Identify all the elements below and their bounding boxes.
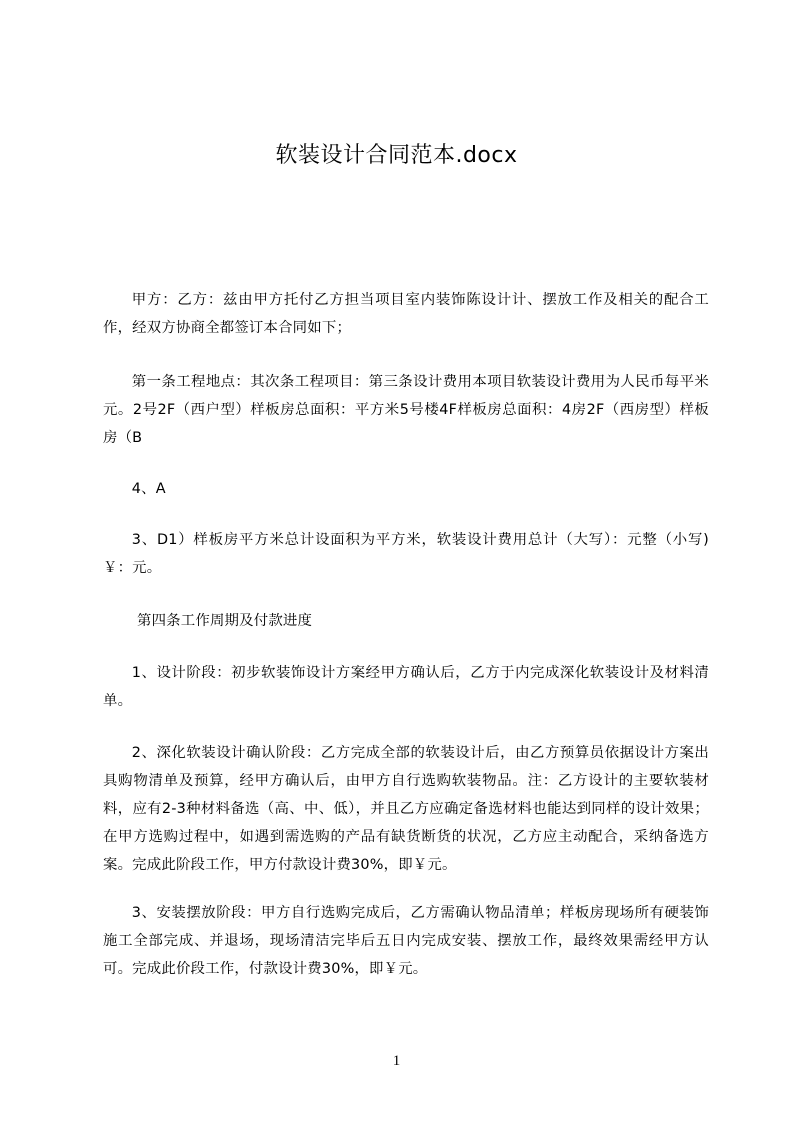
paragraph-text: 3、D1）样板房平方米总计设面积为平方米，软装设计费用总计（大写）：元整（小写)￥：元。 bbox=[103, 532, 709, 576]
paragraph-text: 甲方：乙方：兹由甲方托付乙方担当项目室内装饰陈设计计、摆放工作及相关的配合工作，经双方协商全都签订本合同如下； bbox=[103, 292, 709, 336]
section-heading-article-4 bbox=[137, 607, 697, 635]
paragraph-text: 第一条工程地点：其次条工程项目：第三条设计费用本项目软装设计费用为人民币每平米元。2号2F（西户型）样板房总面积：平方米5号楼4F样板房总面积：4房2F（西房型）样板房（B bbox=[103, 374, 709, 446]
paragraph-text: 2、深化软装设计确认阶段：乙方完成全部的软装设计后，由乙方预算员依据设计方案出具购物清单及预算，经甲方确认后，由甲方自行选购软装物品。注：乙方设计的主要软装材料，应有2-3种材料备选（高、中、低），并且乙方应确定备选材料也能达到同样的设计效果；在甲方选购过程中，如遇到需选购的产品有缺货断货的状况，乙方应主动配合，采纳备选方案。完成此阶段工作，甲方付款设计费30%，即￥元。 bbox=[103, 745, 709, 873]
paragraph-item-3-d1 bbox=[103, 526, 709, 582]
paragraph-deepening-stage bbox=[103, 739, 709, 879]
paragraph-parties bbox=[103, 286, 709, 342]
heading-text: 第四条工作周期及付款进度 bbox=[137, 613, 313, 629]
paragraph-text: 3、安装摆放阶段：甲方自行选购完成后，乙方需确认物品清单；样板房现场所有硬装饰施工全部完成、并退场，现场清洁完毕后五日内完成安装、摆放工作，最终效果需经甲方认可。完成此价段工作，付款设计费30%，即￥元。 bbox=[103, 905, 709, 977]
paragraph-item-4a bbox=[103, 475, 709, 503]
paragraph-text: 4、A bbox=[131, 481, 166, 497]
paragraph-article-1-3 bbox=[103, 368, 709, 452]
page-number: 1 bbox=[392, 1053, 401, 1069]
paragraph-design-stage bbox=[103, 659, 709, 715]
paragraph-text: 1、设计阶段：初步软装饰设计方案经甲方确认后，乙方于内完成深化软装设计及材料清单。 bbox=[103, 665, 709, 709]
paragraph-installation-stage bbox=[103, 899, 709, 983]
document-title: 软装设计合同范本.docx bbox=[275, 143, 518, 168]
